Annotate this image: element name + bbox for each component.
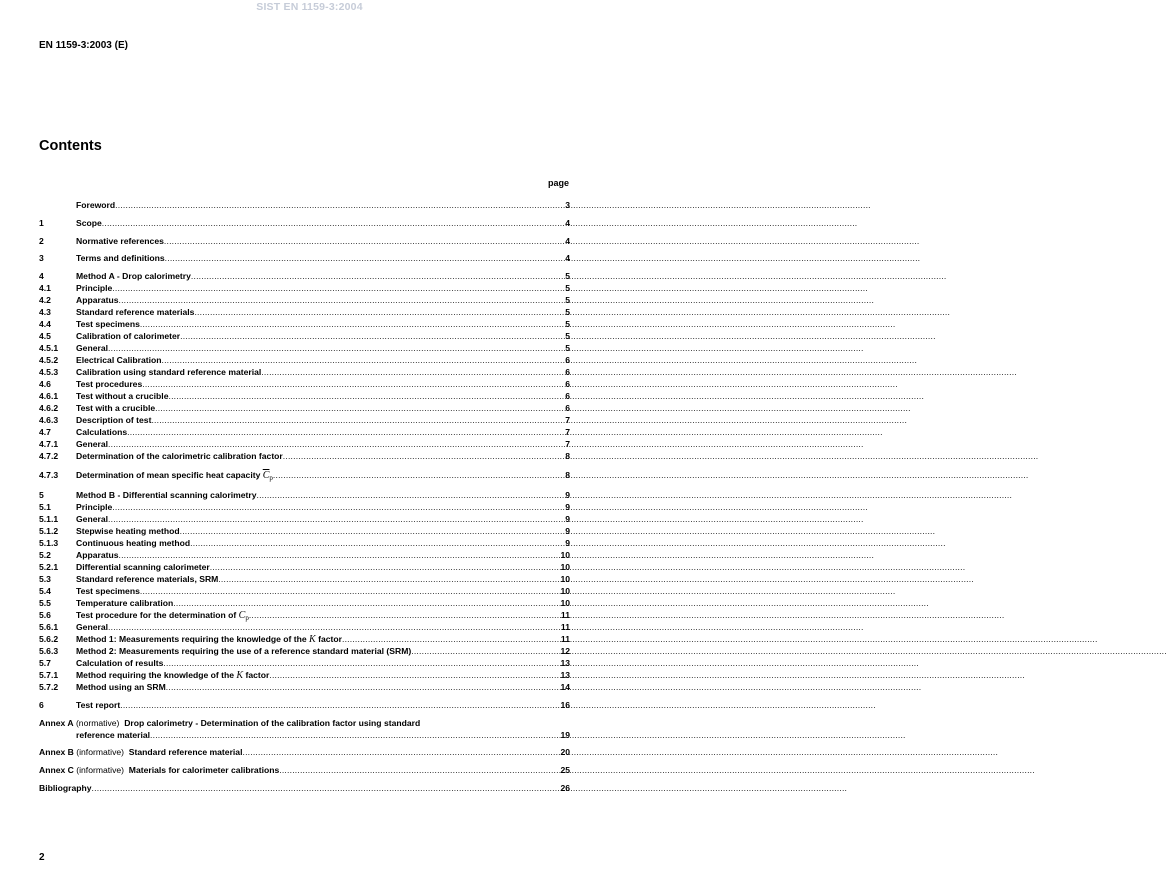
toc-entry-title [76, 342, 108, 354]
toc-annex-c[interactable] [39, 764, 570, 776]
toc-entry-title-text: Scope [76, 217, 102, 228]
toc-entry-page: 6 [565, 355, 570, 366]
toc-entry-title [76, 294, 119, 306]
toc-entry-title-text: Differential scanning calorimeter [76, 561, 210, 572]
toc-entry-page: 10 [560, 573, 570, 584]
toc-entry[interactable] [39, 330, 570, 342]
toc-entry-title-text: General [76, 621, 109, 632]
toc-entry-page: 10 [560, 561, 570, 572]
toc-entry-number: 4.6.2 [39, 403, 59, 414]
annex-nature: (informative) [76, 765, 125, 776]
leader-dots [191, 270, 564, 282]
leader-dots [119, 549, 560, 561]
toc-entry[interactable] [39, 501, 570, 513]
toc-entry[interactable] [39, 366, 570, 378]
annex-page: 25 [560, 765, 570, 776]
toc-entry-number: 4.7.1 [39, 439, 59, 450]
toc-entry-page: 5 [565, 331, 570, 342]
toc-entry-number: 4.2 [39, 295, 51, 306]
toc-entry-title-text: Method requiring the knowledge of the [76, 669, 235, 680]
toc-bibliography[interactable] [39, 782, 570, 794]
toc-entry[interactable] [39, 549, 570, 561]
toc-entry-title-suffix: factor [245, 669, 270, 680]
toc-entry-title [76, 501, 112, 513]
toc-entry[interactable] [39, 573, 570, 585]
toc-entry[interactable] [39, 217, 570, 229]
toc-entry-page: 6 [565, 403, 570, 414]
toc-entry[interactable] [39, 270, 570, 282]
toc-entry-page: 8 [565, 469, 570, 480]
leader-dots [108, 342, 564, 354]
toc-entry-title-text: Calculation of results [76, 657, 164, 668]
toc-entry[interactable] [39, 597, 570, 609]
toc-entry-title [76, 306, 194, 318]
toc-entry-title-text: Determination of mean specific heat capacity [76, 469, 261, 480]
toc-annex-b[interactable] [39, 746, 570, 758]
toc-entry[interactable] [39, 561, 570, 573]
toc-entry-title [76, 585, 140, 597]
toc-entry-number: 5.7.1 [39, 669, 59, 680]
annex-title: Materials for calorimeter calibrations [128, 765, 280, 776]
toc-entry-page: 8 [565, 451, 570, 462]
toc-entry-page: 11 [560, 609, 570, 620]
toc-entry-page: 9 [565, 525, 570, 536]
leader-dots [151, 414, 564, 426]
toc-entry[interactable] [39, 681, 570, 693]
math-symbol-letter: K [309, 633, 316, 645]
toc-entry-title-text: Terms and definitions [76, 253, 165, 264]
toc-entry-title-text: Stepwise heating method [76, 525, 180, 536]
toc-entry-title-text: Electrical Calibration [76, 355, 162, 366]
toc-entry-page: 4 [565, 253, 570, 264]
toc-entry[interactable] [39, 645, 570, 657]
leader-dots [269, 669, 559, 681]
annex-label: Annex A [39, 717, 74, 728]
toc-entry-title-text: Continuous heating method [76, 537, 191, 548]
toc-entry-title-text: Method 2: Measurements requiring the use of a reference standard material (SRM) [76, 645, 412, 656]
toc-entry-title [76, 438, 108, 450]
toc-entry-title-text: Test specimens [76, 585, 140, 596]
leader-dots [218, 573, 559, 585]
toc-entry-title-text: Test procedure for the determination of [76, 609, 237, 620]
toc-entry[interactable] [39, 378, 570, 390]
toc-entry-title-text: Method using an SRM [76, 681, 166, 692]
leader-dots [150, 729, 559, 741]
annex-page: 20 [560, 747, 570, 758]
toc-entry-title-text: General [76, 513, 109, 524]
annex-page: 19 [560, 729, 570, 740]
toc-entry[interactable] [39, 252, 570, 264]
toc-entry-title [76, 252, 165, 264]
toc-entry-title [76, 378, 142, 390]
leader-dots [120, 699, 559, 711]
leader-dots [249, 609, 560, 621]
toc-entry-number: 4.6.1 [39, 391, 59, 402]
toc-entry[interactable] [39, 621, 570, 633]
math-symbol-letter: K [236, 669, 244, 681]
toc-entry-page: 10 [560, 549, 570, 560]
toc-entry-title [76, 402, 155, 414]
toc-entry-number: 4.7 [39, 427, 51, 438]
toc-entry-title [76, 318, 140, 330]
toc-entry-title [76, 597, 173, 609]
toc-entry-page: 9 [565, 489, 570, 500]
toc-entries [39, 199, 570, 711]
leader-dots [127, 426, 564, 438]
toc-entry[interactable] [39, 438, 570, 450]
toc-entry-title-text: Principle [76, 283, 113, 294]
toc-entry-number: 6 [39, 699, 44, 710]
toc-entry-title-text: Determination of the calorimetric calibration factor [76, 451, 283, 462]
toc-entry-page: 7 [565, 415, 570, 426]
leader-dots [273, 468, 564, 483]
leader-dots [180, 525, 565, 537]
annex-title: Drop calorimetry - Determination of the calibration factor using standard [124, 717, 421, 728]
leader-dots [108, 513, 564, 525]
toc-entry-number: 5.5 [39, 597, 51, 608]
annex-label: Annex B [39, 747, 74, 758]
toc-entry-title-text: Test specimens [76, 319, 140, 330]
toc-entry[interactable] [39, 585, 570, 597]
toc-entry-number: 4.7.2 [39, 451, 59, 462]
toc-entry-title-text: Description of test [76, 415, 152, 426]
toc-entry-title [76, 561, 210, 573]
toc-entry[interactable] [39, 537, 570, 549]
toc-entry-number: 5.6.1 [39, 621, 59, 632]
toc-entry-title-text: Test procedures [76, 379, 143, 390]
toc-entry-number: 5.7 [39, 657, 51, 668]
toc-entry-number: 4 [39, 271, 44, 282]
toc-entry-title-text: Normative references [76, 235, 164, 246]
leader-dots [411, 645, 559, 657]
toc-entry-title [76, 282, 112, 294]
leader-dots [112, 282, 564, 294]
leader-dots [190, 537, 564, 549]
toc-entry-page: 13 [560, 657, 570, 668]
toc-entry-page: 6 [565, 391, 570, 402]
toc-entry-title-text: General [76, 439, 109, 450]
toc-entry-page: 12 [560, 645, 570, 656]
toc-entry-number: 4.3 [39, 307, 51, 318]
toc-entry-title [76, 537, 190, 549]
toc-entry-title-text: Standard reference materials [76, 307, 195, 318]
leader-dots [140, 318, 564, 330]
toc-entry-title [76, 270, 191, 282]
math-symbol [309, 634, 316, 645]
toc-entry-title-text: Method A - Drop calorimetry [76, 271, 191, 282]
math-symbol-letter: $\overline{C}$ [262, 469, 270, 481]
toc-entry-number: 4.5.1 [39, 343, 59, 354]
toc-entry-title-text: Apparatus [76, 295, 119, 306]
toc-entry[interactable] [39, 414, 570, 426]
toc-entry-page: 9 [565, 513, 570, 524]
toc-entry-title-text: Method 1: Measurements requiring the knowledge of the [76, 633, 307, 644]
toc-entry-page: 5 [565, 271, 570, 282]
toc-entry-title-text: Calibration of calorimeter [76, 331, 181, 342]
toc-entry-page: 13 [560, 669, 570, 680]
toc-entry-title [76, 549, 119, 561]
toc-entry-title [76, 217, 102, 229]
leader-dots [102, 217, 564, 229]
leader-dots [342, 633, 560, 645]
toc-entry-title-text: Method B - Differential scanning calorimetry [76, 489, 257, 500]
leader-dots [115, 199, 564, 211]
leader-dots [142, 378, 564, 390]
watermark: SIST EN 1159-3:2004 [256, 1, 363, 13]
toc-entry-title [76, 699, 120, 711]
leader-dots [257, 489, 565, 501]
leader-dots [210, 561, 560, 573]
toc-entry[interactable] [39, 318, 570, 330]
toc-entry-page: 5 [565, 307, 570, 318]
annex-title-cont: reference material [76, 729, 151, 740]
toc-entry[interactable] [39, 450, 570, 462]
toc-entry-page: 11 [560, 621, 570, 632]
leader-dots [155, 402, 564, 414]
toc-entry-number: 5.1 [39, 501, 51, 512]
math-symbol-subscript: p [245, 613, 249, 622]
toc-entry-title [76, 390, 168, 402]
toc-entry-title [76, 330, 180, 342]
leader-dots [119, 294, 565, 306]
toc-entry-title [76, 354, 162, 366]
toc-entry-number: 4.5.3 [39, 367, 59, 378]
toc-entry-title-text: Foreword [76, 200, 116, 210]
toc-entry-number: 4.5.2 [39, 355, 59, 366]
toc-entry-title [76, 489, 257, 501]
toc-entry-title [76, 657, 163, 669]
toc-entry-page: 9 [565, 501, 570, 512]
toc-entry-title-text: Temperature calibration [76, 597, 174, 608]
toc-entry-title-text: Principle [76, 501, 113, 512]
annex-label: Annex C [39, 765, 74, 776]
toc-entry-page: 5 [565, 319, 570, 330]
toc-entry[interactable] [39, 354, 570, 366]
toc-entry-number: 5.1.3 [39, 537, 59, 548]
leader-dots [108, 621, 560, 633]
annex-title: Standard reference material [128, 747, 243, 758]
leader-dots [108, 438, 564, 450]
toc-entry-number: 4.4 [39, 319, 51, 330]
leader-dots [194, 306, 564, 318]
toc-entry-number: 2 [39, 235, 44, 246]
page-column-label: page [547, 178, 569, 188]
math-symbol [239, 610, 249, 621]
math-symbol [263, 470, 273, 481]
toc-entry-number: 5.1.2 [39, 525, 59, 536]
toc-entry-title-text: Test report [76, 699, 121, 710]
toc-entry-page: 7 [565, 427, 570, 438]
toc-entry-page: 6 [565, 367, 570, 378]
toc-entry-number: 5.2.1 [39, 561, 59, 572]
toc-entry-number: 5.6 [39, 609, 51, 620]
toc-entry-number: 3 [39, 253, 44, 264]
leader-dots [164, 235, 564, 247]
leader-dots [112, 501, 564, 513]
toc-annex-a[interactable] [39, 717, 570, 729]
toc-annex-a-cont[interactable] [39, 729, 570, 741]
toc-entry-title [76, 573, 218, 585]
toc-entry-page: 5 [565, 295, 570, 306]
page-number: 2 [39, 852, 45, 863]
toc-entry-number: 5 [39, 489, 44, 500]
toc-entry-page: 5 [565, 343, 570, 354]
toc-entry[interactable] [39, 489, 570, 501]
leader-dots [242, 746, 559, 758]
toc-entry-page: 16 [560, 699, 570, 710]
toc-entry[interactable] [39, 699, 570, 711]
toc-entry-title [76, 450, 283, 462]
toc-entry-title-text: Test with a crucible [76, 403, 156, 414]
toc-entry[interactable] [39, 342, 570, 354]
toc-entry-title [76, 681, 166, 693]
toc-entry-number: 5.6.3 [39, 645, 59, 656]
leader-dots [283, 450, 564, 462]
toc-entry-title-text: General [76, 343, 109, 354]
toc-entry[interactable] [39, 426, 570, 438]
toc-entry-title [76, 621, 108, 633]
toc-entry-page: 4 [565, 235, 570, 246]
toc-entry[interactable] [39, 402, 570, 414]
toc-entry-number: 4.6.3 [39, 415, 59, 426]
toc-entry[interactable] [39, 199, 570, 211]
toc-entry-title-text: Calculations [76, 427, 128, 438]
toc-entry-title [76, 525, 180, 537]
toc-entry-page: 10 [560, 597, 570, 608]
toc-entry[interactable] [39, 657, 570, 669]
toc-entry-page: 3 [565, 200, 570, 210]
toc-entry[interactable] [39, 390, 570, 402]
leader-dots [180, 330, 564, 342]
leader-dots [92, 782, 560, 794]
toc-entry-number: 5.7.2 [39, 681, 59, 692]
leader-dots [168, 390, 564, 402]
table-of-contents [39, 199, 570, 794]
math-symbol [236, 670, 243, 681]
math-symbol-letter: C [238, 609, 246, 621]
leader-dots [140, 585, 560, 597]
toc-entry-title-suffix: factor [318, 633, 342, 644]
toc-entry[interactable] [39, 306, 570, 318]
toc-entry-page: 7 [565, 439, 570, 450]
toc-entry-title [76, 513, 108, 525]
toc-entry-title-text: Standard reference materials, SRM [76, 573, 219, 584]
toc-entry-number: 1 [39, 217, 44, 228]
document-id: EN 1159-3:2003 (E) [39, 40, 128, 51]
math-symbol-subscript: p [269, 473, 273, 482]
toc-entry[interactable] [39, 669, 570, 681]
leader-dots [163, 657, 559, 669]
toc-entry[interactable] [39, 282, 570, 294]
toc-entry-page: 4 [565, 217, 570, 228]
toc-entry-title-text: Test without a crucible [76, 391, 169, 402]
annex-nature: (normative) [75, 717, 120, 728]
toc-entry-number: 4.6 [39, 379, 51, 390]
toc-entry-page: 6 [565, 379, 570, 390]
toc-entry-page: 11 [560, 633, 570, 644]
bibliography-title: Bibliography [39, 782, 92, 793]
toc-entry-title [76, 414, 151, 426]
toc-entry-page: 5 [565, 283, 570, 294]
toc-entry-title [76, 645, 411, 657]
toc-entry-number: 4.7.3 [39, 469, 59, 480]
toc-entry[interactable] [39, 294, 570, 306]
toc-entry-title-text: Apparatus [76, 549, 119, 560]
toc-entry[interactable] [39, 235, 570, 247]
toc-entry[interactable] [39, 525, 570, 537]
toc-entry-number: 5.3 [39, 573, 51, 584]
leader-dots [166, 681, 560, 693]
toc-entry-page: 9 [565, 537, 570, 548]
toc-entry-page: 14 [560, 681, 570, 692]
leader-dots [261, 366, 564, 378]
toc-entry-title [76, 199, 115, 211]
toc-entry[interactable] [39, 633, 570, 645]
toc-entry-title [76, 366, 261, 378]
toc-entry-title [76, 235, 164, 247]
toc-entry-number: 5.4 [39, 585, 51, 596]
toc-entry-number: 5.2 [39, 549, 51, 560]
page-title: Contents [39, 138, 102, 154]
toc-entry-title [76, 426, 127, 438]
toc-entry-number: 5.1.1 [39, 513, 59, 524]
toc-entry-title [76, 468, 273, 486]
toc-entry[interactable] [39, 513, 570, 525]
toc-entry-number: 4.1 [39, 283, 51, 294]
leader-dots [165, 252, 565, 264]
toc-entry-number: 5.6.2 [39, 633, 59, 644]
toc-entry-title-text: Calibration using standard reference material [76, 367, 262, 378]
toc-entry-number: 4.5 [39, 331, 51, 342]
leader-dots [162, 354, 565, 366]
leader-dots [173, 597, 559, 609]
leader-dots [279, 764, 559, 776]
toc-entry[interactable] [39, 609, 570, 621]
toc-entry[interactable] [39, 468, 570, 483]
bibliography-page: 26 [560, 782, 570, 793]
toc-entry-page: 10 [560, 585, 570, 596]
annex-nature: (informative) [76, 747, 125, 758]
